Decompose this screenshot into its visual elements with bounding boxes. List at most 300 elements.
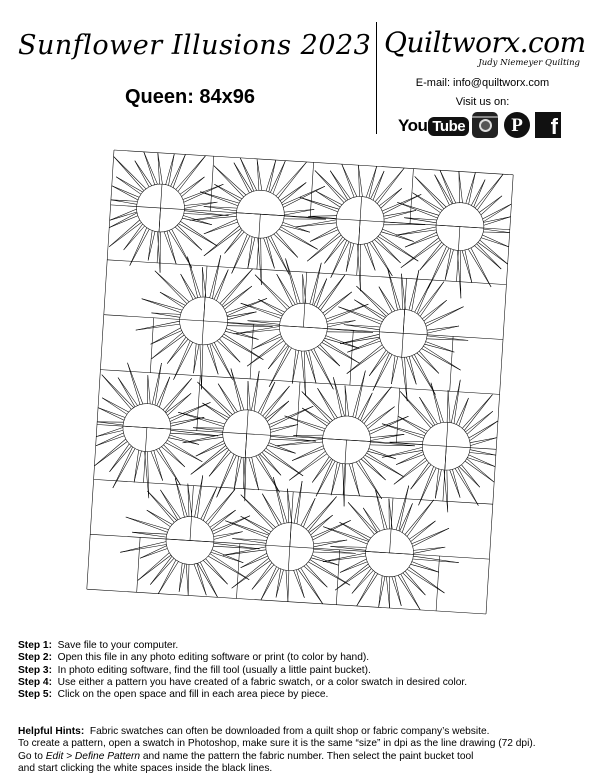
instruction-steps	[18, 640, 588, 701]
quilt-seam-line	[284, 309, 287, 313]
quilt-seam-line	[205, 297, 210, 298]
quilt-seam-line	[266, 237, 274, 268]
quilt-seam-line	[163, 378, 192, 410]
quilt-seam-line	[362, 197, 367, 198]
quilt-seam-line	[373, 353, 390, 391]
quilt-seam-line	[282, 313, 285, 317]
quilt-seam-line	[279, 229, 318, 249]
quilt-seam-line	[174, 342, 193, 379]
quilt-seam-line	[356, 462, 382, 499]
quilt-seam-line	[168, 416, 170, 420]
quilt-seam-line	[370, 243, 393, 277]
quilt-seam-line	[356, 371, 366, 418]
quilt-seam-line	[298, 569, 323, 604]
quilt-seam-line	[211, 342, 215, 344]
quilt-seam-line	[314, 306, 318, 309]
quilt-seam-line	[181, 274, 196, 298]
quilt-seam-line	[475, 174, 503, 208]
quilt-seam-line	[284, 209, 314, 212]
quilt-seam-line	[308, 531, 311, 535]
quilt-seam-line	[327, 329, 328, 334]
quilt-seam-line	[202, 403, 227, 420]
quilt-seam-line	[169, 402, 210, 418]
quilt-seam-line	[374, 532, 378, 535]
quilt-seam-line	[390, 442, 423, 443]
quilt-seam-line	[337, 228, 339, 232]
quilt-seam-line	[266, 160, 276, 191]
quilt-seam-line	[267, 422, 269, 426]
quilt-seam-line	[430, 425, 434, 428]
quilt-seam-line	[451, 380, 460, 423]
quilt-seam-line	[223, 550, 266, 556]
quilt-seam-line	[462, 251, 472, 283]
quilt-seam-line	[341, 202, 344, 206]
quilt-seam-line	[126, 517, 168, 532]
quilt-line-drawing[interactable]	[60, 132, 540, 632]
quilt-seam-line	[316, 460, 333, 497]
quilt-seam-line	[114, 150, 513, 175]
pinterest-icon[interactable]: P	[504, 112, 530, 138]
quilt-seam-line	[208, 556, 249, 580]
quilt-seam-line	[116, 177, 143, 192]
quilt-seam-line	[171, 430, 218, 436]
quilt-seam-line	[406, 356, 411, 357]
quilt-seam-line	[340, 334, 379, 343]
quilt-seam-line	[311, 348, 315, 350]
quilt-seam-line	[96, 430, 123, 436]
quilt-seam-line	[340, 522, 371, 538]
quilt-seam-line	[248, 381, 250, 410]
quilt-seam-line	[332, 459, 336, 462]
brand-logo[interactable]: Quiltworx.com	[384, 26, 586, 59]
quilt-seam-line	[461, 427, 465, 430]
quilt-seam-line	[282, 186, 325, 204]
quilt-seam-line	[437, 216, 439, 220]
quilt-seam-line	[470, 421, 498, 441]
quilt-seam-line	[411, 521, 436, 542]
quilt-seam-line	[484, 217, 511, 223]
quilt-seam-line	[102, 375, 134, 408]
quilt-seam-line	[253, 411, 257, 413]
quilt-seam-line	[324, 239, 344, 264]
quilt-seam-line	[465, 250, 472, 283]
quilt-seam-line	[252, 565, 274, 590]
quilt-seam-line	[468, 452, 470, 456]
quilt-seam-line	[462, 461, 465, 465]
quilt-seam-line	[342, 236, 346, 239]
quilt-seam-line	[310, 230, 338, 242]
quilt-seam-line	[276, 229, 279, 232]
quilt-seam-line	[167, 231, 176, 264]
quilt-seam-line	[311, 515, 333, 535]
quilt-seam-line	[138, 216, 140, 220]
quilt-seam-line	[377, 238, 401, 263]
quilt-seam-line	[138, 555, 171, 580]
quilt-seam-line	[337, 210, 339, 214]
quilt-seam-line	[267, 555, 269, 559]
quilt-seam-line	[166, 534, 167, 539]
quilt-seam-line	[390, 498, 393, 553]
quilt-seam-line	[352, 197, 357, 198]
quilt-seam-line	[261, 567, 277, 600]
quilt-seam-line	[150, 558, 174, 584]
quilt-seam-line	[147, 491, 176, 521]
quilt-seam-line	[470, 450, 496, 455]
hint-line-4: and start clicking the white spaces inside the black lines.	[18, 763, 273, 775]
quilt-seam-line	[269, 160, 276, 192]
quilt-seam-line	[323, 527, 368, 542]
quilt-seam-line	[276, 162, 307, 196]
quilt-seam-line	[379, 337, 380, 342]
quilt-seam-line	[481, 238, 509, 247]
quilt-seam-line	[171, 417, 205, 423]
quilt-seam-line	[225, 230, 243, 254]
quilt-seam-line	[285, 416, 325, 431]
quilt-seam-line	[164, 231, 169, 232]
quilt-seam-line	[409, 357, 416, 385]
quilt-seam-line	[296, 570, 304, 598]
quilt-seam-line	[255, 275, 287, 310]
hint-line-1	[18, 726, 593, 738]
quilt-seam-line	[183, 200, 184, 205]
quilt-seam-line	[207, 344, 212, 345]
quilt-seam-line	[224, 309, 226, 313]
quilt-seam-line	[453, 469, 461, 497]
quilt-seam-line	[179, 562, 183, 564]
quilt-seam-line	[166, 438, 168, 442]
quilt-seam-line	[208, 489, 235, 524]
quilt-seam-line	[415, 283, 431, 313]
quilt-seam-line	[160, 292, 184, 308]
quilt-seam-line	[197, 564, 206, 596]
quilt-seam-line	[302, 408, 329, 424]
quilt-seam-line	[246, 233, 250, 236]
quilt-seam-line	[227, 322, 228, 327]
quilt-seam-line	[354, 300, 385, 318]
quilt-seam-line	[158, 560, 176, 594]
quilt-seam-line	[183, 216, 212, 225]
step-2-text: Open this file in any photo editing software or print (to color by hand).	[57, 652, 370, 664]
quilt-seam-line	[226, 446, 229, 450]
quilt-seam-line	[420, 242, 442, 270]
quilt-seam-line	[213, 542, 214, 547]
quilt-seam-line	[312, 457, 329, 483]
quilt-seam-line	[98, 408, 124, 421]
header-divider	[376, 22, 377, 134]
quilt-seam-line	[396, 530, 400, 532]
quilt-seam-line	[140, 549, 167, 559]
quilt-seam-line	[220, 336, 223, 339]
quilt-seam-line	[241, 196, 244, 200]
quilt-seam-line	[381, 232, 414, 242]
quilt-seam-line	[150, 318, 153, 373]
quilt-seam-line	[323, 434, 324, 439]
quilt-seam-line	[197, 382, 232, 415]
quilt-seam-line	[308, 216, 336, 217]
quilt-seam-line	[236, 208, 237, 213]
quilt-seam-line	[158, 562, 178, 594]
quilt-seam-line	[184, 184, 224, 202]
quilt-seam-line	[150, 556, 172, 584]
youtube-you-text: You	[398, 116, 428, 135]
quilt-seam-line	[191, 448, 228, 475]
quilt-seam-line	[371, 535, 374, 538]
quilt-seam-line	[268, 445, 296, 453]
quilt-seam-line	[188, 565, 189, 596]
instagram-stripe	[472, 116, 498, 118]
quilt-seam-line	[135, 405, 139, 407]
quilt-seam-line	[414, 547, 446, 553]
quilt-seam-line	[344, 325, 380, 330]
quilt-seam-line	[179, 224, 217, 246]
quilt-seam-line	[161, 409, 165, 412]
quilt-seam-line	[444, 206, 448, 209]
quilt-seam-line	[470, 448, 471, 453]
quilt-seam-line	[376, 490, 388, 529]
quilt-seam-line	[394, 458, 425, 484]
quilt-seam-line	[306, 564, 327, 587]
quilt-seam-line	[194, 564, 206, 595]
quilt-seam-line	[342, 164, 354, 197]
quilt-seam-line	[396, 452, 423, 465]
quilt-seam-line	[155, 271, 189, 302]
quilt-seam-line	[102, 398, 129, 412]
quilt-seam-line	[283, 186, 325, 207]
quilt-seam-line	[331, 463, 340, 495]
quilt-seam-line	[331, 242, 350, 278]
quilt-seam-line	[480, 240, 508, 264]
step-1-label: Step 1:	[18, 640, 52, 651]
quilt-seam-line	[166, 154, 175, 185]
quilt-seam-line	[124, 224, 143, 250]
step-2-label: Step 2:	[18, 652, 52, 664]
quilt-seam-line	[241, 303, 283, 316]
quilt-seam-line	[339, 233, 342, 237]
quilt-seam-line	[307, 233, 339, 262]
quilt-seam-line	[448, 204, 452, 206]
quilt-seam-line	[413, 193, 443, 211]
quilt-seam-line	[170, 433, 218, 436]
quilt-seam-line	[267, 401, 289, 422]
step-5-label: Step 5:	[18, 689, 52, 701]
quilt-seam-line	[370, 442, 371, 447]
quilt-seam-line	[400, 531, 404, 534]
quilt-seam-line	[334, 417, 338, 419]
quilt-seam-line	[268, 440, 270, 444]
quilt-seam-line	[175, 478, 187, 516]
quilt-seam-line	[166, 393, 191, 413]
quilt-seam-line	[242, 230, 246, 233]
quilt-seam-line	[220, 269, 253, 304]
quilt-seam-line	[396, 486, 409, 530]
quilt-seam-line	[419, 397, 437, 424]
quilt-seam-line	[425, 307, 463, 324]
quilt-seam-line	[428, 248, 449, 289]
quilt-seam-line	[435, 469, 438, 499]
quilt-seam-line	[269, 406, 313, 424]
quilt-seam-line	[483, 219, 484, 224]
quilt-seam-line	[402, 571, 406, 574]
quilt-seam-line	[196, 517, 200, 519]
quilt-seam-line	[261, 415, 265, 418]
quilt-seam-line	[380, 323, 382, 327]
quilt-seam-line	[483, 204, 512, 219]
quilt-seam-line	[357, 572, 376, 606]
quilt-seam-line	[454, 250, 459, 251]
quilt-seam-line	[381, 341, 383, 345]
quilt-seam-line	[225, 521, 268, 535]
quilt-seam-line	[128, 410, 131, 414]
quilt-seam-line	[232, 561, 271, 589]
quilt-seam-line	[454, 380, 460, 424]
quilt-seam-line	[183, 184, 223, 199]
hint-text-3a: Go to	[18, 750, 46, 762]
quilt-seam-line	[297, 382, 300, 437]
quilt-seam-line	[327, 422, 330, 425]
quilt-seam-line	[130, 229, 150, 265]
quilt-seam-line	[378, 237, 418, 262]
quilt-seam-line	[231, 369, 244, 411]
quilt-seam-line	[482, 235, 508, 247]
quilt-seam-line	[126, 440, 129, 444]
quilt-seam-line	[361, 459, 386, 480]
quilt-seam-line	[377, 168, 404, 204]
quilt-seam-line	[225, 327, 227, 332]
quilt-seam-line	[147, 375, 148, 404]
quilt-seam-line	[463, 249, 468, 250]
step-5	[18, 689, 588, 701]
quilt-seam-line	[466, 411, 493, 432]
quilt-seam-line	[253, 334, 281, 349]
quilt-seam-line	[381, 208, 383, 212]
quilt-seam-line	[184, 214, 229, 216]
quilt-seam-line	[102, 398, 127, 415]
quilt-seam-line	[425, 432, 428, 436]
quilt-seam-line	[441, 209, 444, 213]
quilt-seam-line	[383, 345, 386, 349]
quilt-seam-line	[137, 211, 138, 216]
facebook-icon[interactable]: f	[535, 112, 561, 138]
quilt-seam-line	[396, 230, 436, 235]
quilt-seam-line	[292, 449, 324, 461]
quilt-seam-line	[379, 327, 380, 332]
quilt-seam-line	[217, 454, 234, 497]
quilt-seam-line	[200, 562, 217, 597]
quilt-seam-line	[368, 446, 370, 450]
quilt-seam-line	[280, 317, 282, 321]
quilt-seam-line	[94, 439, 125, 466]
quilt-seam-line	[179, 563, 182, 592]
quilt-seam-line	[423, 346, 460, 370]
quilt-seam-line	[470, 438, 497, 443]
quilt-seam-line	[110, 446, 132, 472]
quilt-seam-line	[396, 227, 436, 235]
quilt-seam-line	[252, 457, 259, 490]
quilt-seam-line	[384, 210, 416, 216]
quilt-seam-line	[458, 464, 462, 467]
quilt-seam-line	[208, 525, 211, 529]
quilt-seam-line	[217, 270, 229, 301]
quilt-seam-line	[151, 451, 163, 480]
quilt-seam-line	[384, 210, 416, 219]
quilt-seam-line	[395, 576, 402, 606]
quilt-seam-line	[323, 430, 325, 434]
quilt-seam-line	[120, 542, 166, 553]
quilt-seam-line	[96, 433, 124, 446]
quilt-seam-line	[303, 498, 315, 527]
quilt-seam-line	[467, 458, 495, 467]
quilt-seam-line	[405, 357, 408, 401]
quilt-seam-line	[440, 170, 456, 203]
quilt-seam-line	[243, 458, 245, 502]
instagram-lens	[479, 119, 492, 132]
quilt-seam-line	[392, 577, 401, 606]
quilt-seam-line	[241, 495, 276, 528]
quilt-seam-line	[214, 342, 232, 379]
quilt-seam-line	[419, 467, 434, 506]
quilt-seam-line	[163, 442, 166, 446]
quilt-seam-line	[296, 524, 300, 526]
quilt-seam-line	[340, 522, 370, 540]
quilt-seam-line	[167, 548, 169, 552]
quilt-seam-line	[144, 152, 158, 184]
contact-email[interactable]: E-mail: info@quiltworx.com	[415, 77, 550, 89]
quilt-seam-line	[187, 257, 200, 297]
quilt-seam-line	[165, 378, 192, 412]
quilt-seam-line	[139, 194, 141, 198]
quilt-seam-line	[459, 398, 469, 426]
quilt-seam-line	[357, 244, 360, 291]
quilt-seam-line	[366, 556, 367, 561]
hint-line-2: To create a pattern, open a swatch in Photoshop, make sure it is the same “size” in dpi as the line drawing (72 dpi).	[18, 738, 536, 750]
quilt-seam-line	[305, 303, 310, 304]
quilt-seam-line	[98, 408, 125, 418]
quilt-seam-line	[102, 375, 132, 410]
quilt-seam-line	[136, 321, 180, 330]
quilt-seam-line	[449, 248, 453, 250]
quilt-seam-line	[294, 481, 302, 523]
quilt-seam-line	[192, 298, 196, 300]
quilt-seam-line	[352, 463, 360, 496]
quilt-seam-line	[301, 498, 315, 525]
quilt-seam-line	[238, 222, 240, 226]
quilt-seam-line	[248, 410, 253, 411]
quilt-seam-line	[384, 576, 389, 577]
quilt-seam-line	[159, 446, 163, 449]
quilt-seam-line	[410, 169, 413, 224]
quilt-seam-line	[222, 305, 225, 309]
quilt-seam-line	[353, 417, 357, 419]
quilt-seam-line	[361, 421, 365, 424]
quilt-seam-line	[417, 283, 431, 314]
quilt-seam-line	[109, 213, 137, 228]
quilt-seam-line	[241, 516, 272, 532]
quilt-seam-line	[210, 344, 218, 374]
quilt-seam-line	[478, 242, 508, 264]
quilt-seam-line	[409, 563, 411, 567]
quilt-seam-line	[293, 349, 297, 351]
quilt-seam-line	[235, 411, 239, 413]
quilt-seam-line	[161, 447, 185, 467]
quilt-seam-line	[469, 455, 495, 467]
quilt-seam-line	[357, 418, 361, 421]
quilt-seam-line	[448, 390, 450, 423]
quilt-seam-line	[432, 465, 436, 467]
quilt-seam-line	[304, 566, 327, 587]
quilt-seam-line	[424, 300, 447, 321]
visit-us-label: Visit us on:	[455, 96, 510, 108]
quilt-seam-line	[357, 574, 378, 606]
